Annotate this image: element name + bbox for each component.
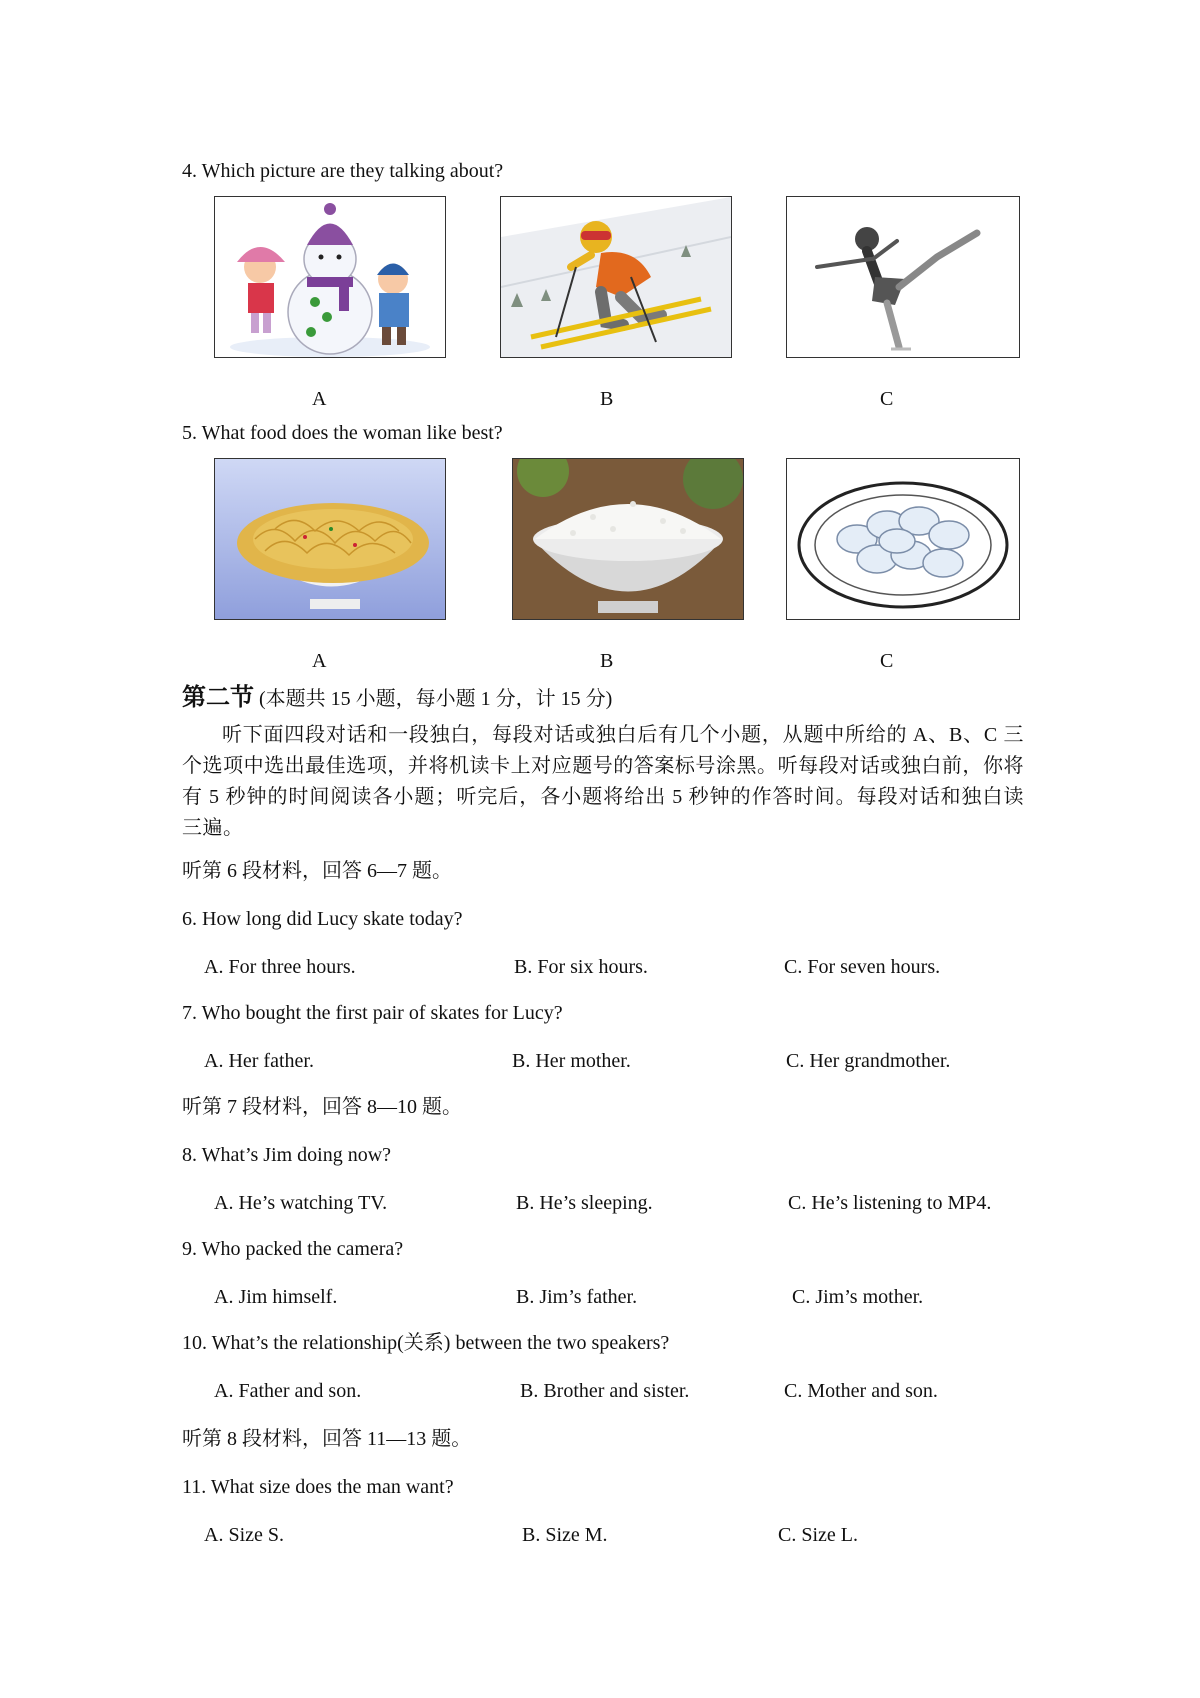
q8-option-b[interactable]: B. He’s sleeping. (516, 1192, 653, 1214)
section-instructions: 听下面四段对话和一段独白，每段对话或独白后有几个小题，从题中所给的 A、B、C 三个选项中选出最佳选项，并将机读卡上对应题号的答案标号涂黑。听每段对话或独白前，你将有 5 秒钟的时间阅读各小题；听完后，各小题将给出 5 秒钟的作答时间。每段对话和独白读三遍。 (182, 724, 1024, 839)
option-label-a: A (312, 388, 327, 410)
q7-option-c[interactable]: C. Her grandmother. (786, 1050, 951, 1072)
question-10: 10. What’s the relationship(关系) between the two speakers? (182, 1332, 670, 1354)
q10-option-a[interactable]: A. Father and son. (214, 1380, 362, 1402)
q11-option-c[interactable]: C. Size L. (778, 1524, 858, 1546)
q9-option-a[interactable]: A. Jim himself. (214, 1286, 338, 1308)
question-9: 9. Who packed the camera? (182, 1238, 404, 1260)
group-6-heading: 听第 6 段材料，回答 6—7 题。 (182, 860, 452, 882)
q11-option-b[interactable]: B. Size M. (522, 1524, 608, 1546)
question-7: 7. Who bought the first pair of skates for Lucy? (182, 1002, 563, 1024)
option-label-c: C (880, 650, 894, 672)
q8-option-a[interactable]: A. He’s watching TV. (214, 1192, 388, 1214)
option-label-b: B (600, 388, 614, 410)
skiing-picture (500, 196, 732, 358)
q11-option-a[interactable]: A. Size S. (204, 1524, 284, 1546)
q7-option-b[interactable]: B. Her mother. (512, 1050, 631, 1072)
question-6: 6. How long did Lucy skate today? (182, 908, 463, 930)
option-label-a: A (312, 650, 327, 672)
q6-option-b[interactable]: B. For six hours. (514, 956, 648, 978)
snowman-picture (214, 196, 446, 358)
question-5: 5. What food does the woman like best? (182, 422, 503, 444)
section-note: (本题共 15 小题，每小题 1 分，计 15 分) (259, 688, 613, 710)
option-label-b: B (600, 650, 614, 672)
group-8-heading: 听第 8 段材料，回答 11—13 题。 (182, 1428, 472, 1450)
dumplings-picture (786, 458, 1020, 620)
q6-option-c[interactable]: C. For seven hours. (784, 956, 941, 978)
q9-option-c[interactable]: C. Jim’s mother. (792, 1286, 924, 1308)
ice-skating-picture (786, 196, 1020, 358)
rice-bowl-picture (512, 458, 744, 620)
q7-option-a[interactable]: A. Her father. (204, 1050, 314, 1072)
group-7-heading: 听第 7 段材料，回答 8—10 题。 (182, 1096, 462, 1118)
noodles-picture (214, 458, 446, 620)
q10-option-b[interactable]: B. Brother and sister. (520, 1380, 690, 1402)
question-8: 8. What’s Jim doing now? (182, 1144, 392, 1166)
q10-option-c[interactable]: C. Mother and son. (784, 1380, 938, 1402)
section-heading (182, 684, 612, 712)
question-4: 4. Which picture are they talking about? (182, 160, 504, 182)
q8-option-c[interactable]: C. He’s listening to MP4. (788, 1192, 992, 1214)
q9-option-b[interactable]: B. Jim’s father. (516, 1286, 638, 1308)
question-11: 11. What size does the man want? (182, 1476, 454, 1498)
section-title: 第二节 (182, 683, 254, 711)
option-label-c: C (880, 388, 894, 410)
q6-option-a[interactable]: A. For three hours. (204, 956, 356, 978)
